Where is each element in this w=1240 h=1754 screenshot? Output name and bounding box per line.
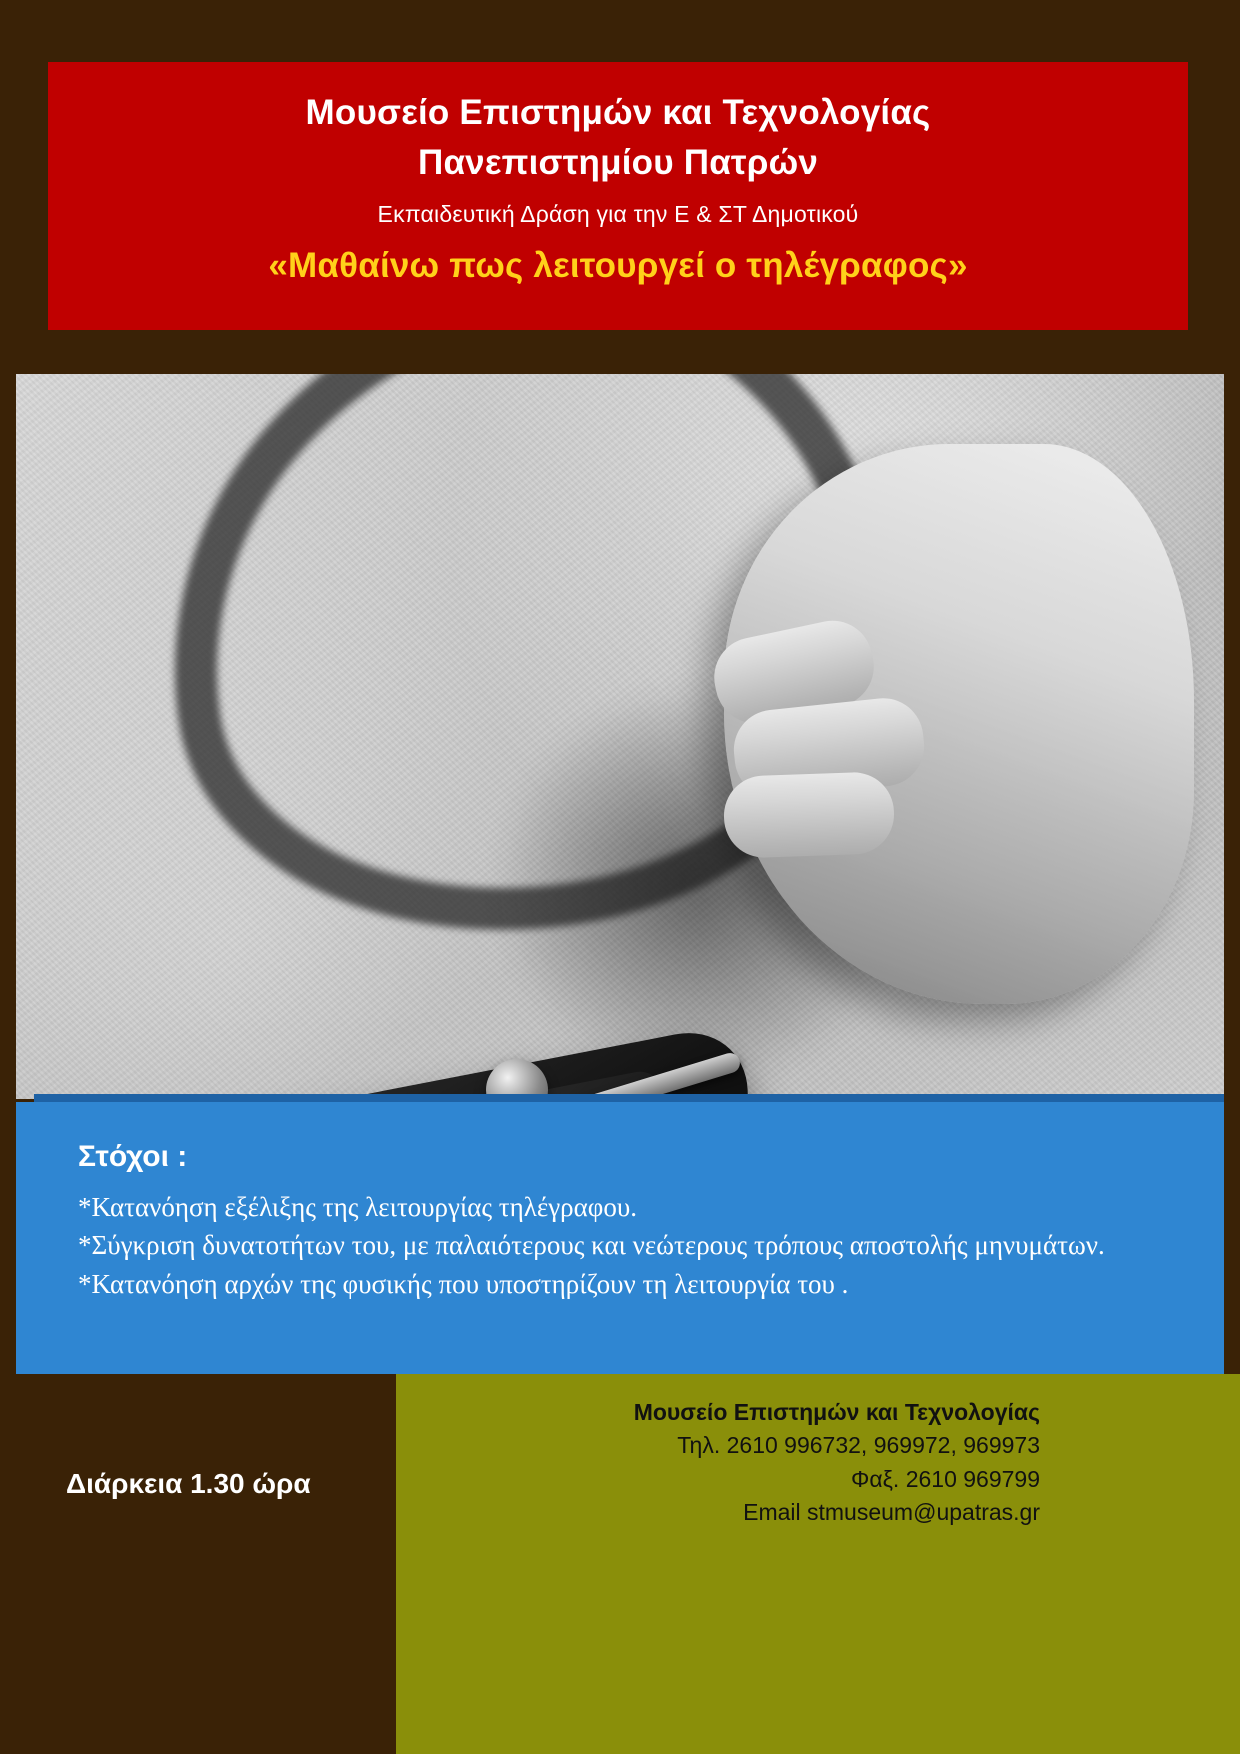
contact-email[interactable]: Email stmuseum@upatras.gr <box>743 1499 1040 1526</box>
museum-title-line-2: Πανεπιστημίου Πατρών <box>417 142 819 182</box>
duration-label: Διάρκεια 1.30 ώρα <box>66 1468 311 1499</box>
contact-fax: Φαξ. 2610 969799 <box>850 1465 1040 1492</box>
program-title: «Μαθαίνω πως λειτουργεί ο τηλέγραφος» <box>268 246 968 286</box>
header-subtitle: Εκπαιδευτική Δράση για την Ε & ΣΤ Δημοτικού <box>377 201 859 228</box>
finger-ring <box>723 771 896 859</box>
objective-item: *Κατανόηση εξέλιξης της λειτουργίας τηλέγραφου. <box>78 1192 637 1222</box>
museum-title-line-1: Μουσείο Επιστημών και Τεχνολογίας <box>305 93 931 132</box>
footer-left-panel <box>0 1374 396 1754</box>
objectives-title: Στόχοι : <box>78 1140 188 1173</box>
header-banner <box>48 62 1188 330</box>
page-title <box>78 88 1158 187</box>
contact-museum-name: Μουσείο Επιστημών και Τεχνολογίας <box>633 1399 1040 1425</box>
objective-item: *Σύγκριση δυνατοτήτων του, με παλαιότερους και νεώτερους τρόπους αποστολής μηνυμάτων. <box>78 1230 1105 1261</box>
telegraph-photo <box>16 374 1224 1099</box>
contact-phone: Τηλ. 2610 996732, 969972, 969973 <box>677 1432 1040 1459</box>
contact-info <box>634 1396 1040 1529</box>
objectives-band <box>16 1102 1224 1374</box>
objective-item: *Κατανόηση αρχών της φυσικής που υποστηρίζουν τη λειτουργία του . <box>78 1268 849 1299</box>
